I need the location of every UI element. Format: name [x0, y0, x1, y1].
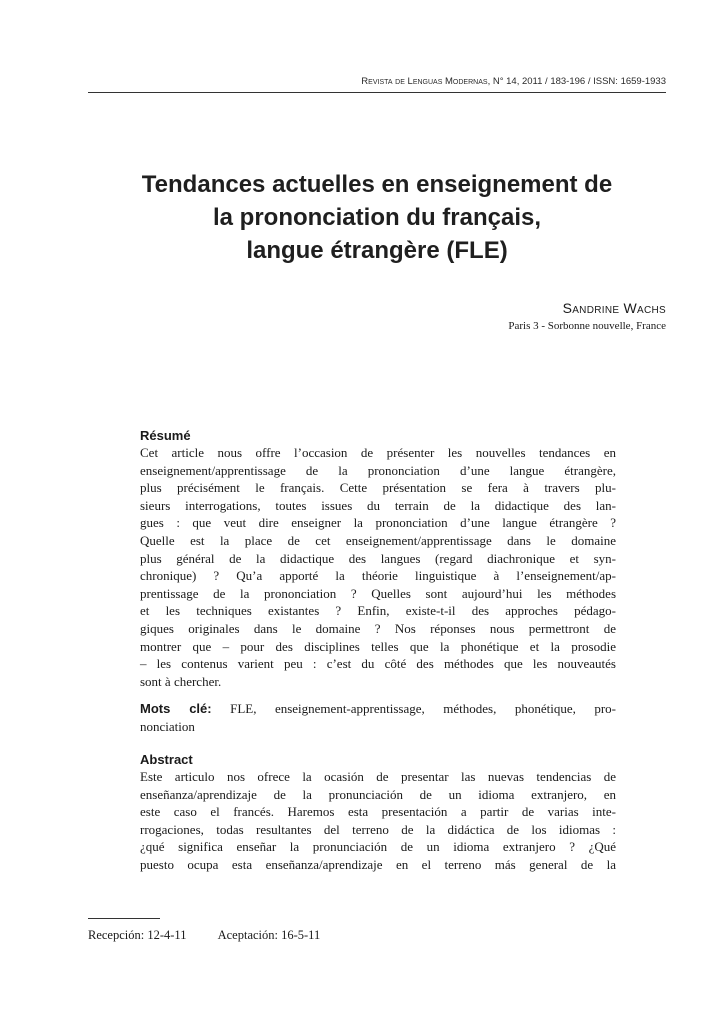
resume-line: sieurs interrogations, toutes issues du terrain de la didactique des lan-: [140, 497, 616, 513]
keywords-text: FLE, enseignement-apprentissage, méthodes, phonétique, pro-: [211, 701, 616, 716]
abstract-line: rrogaciones, todas resultantes del terreno de la didáctica de los idiomas :: [140, 821, 616, 837]
abstract-line: este caso el francés. Haremos esta presentación a partir de varias inte-: [140, 804, 616, 820]
footnote-rule: [88, 918, 160, 919]
title-line: la prononciation du français,: [212, 204, 542, 231]
keywords-label: Mots clé:: [140, 701, 212, 716]
abstract-line: Este articulo nos ofrece la ocasión de presentar las nuevas tendencias de: [140, 769, 616, 784]
keywords-line: nonciation: [140, 718, 195, 734]
resume-line: plus général de la didactique des langues (regard diachronique et syn-: [140, 550, 616, 566]
resume-line: sont à chercher.: [140, 673, 222, 689]
resume-line: enseignement/apprentissage de la prononciation d’une langue étrangère,: [140, 462, 616, 478]
journal-name: Revista de Lenguas Modernas: [361, 76, 488, 87]
keywords-section: [140, 700, 616, 735]
resume-line: Quelle est la place de cet enseignement/apprentissage dans le domaine: [140, 532, 616, 548]
abstract-line: ¿qué significa enseñar la pronunciación de un idioma extranjero ? ¿Qué: [140, 839, 616, 855]
header-rule: [88, 92, 666, 93]
resume-line: giques originales dans le domaine ? Nos réponses nous permettront de: [140, 620, 616, 636]
abstract-line: enseñanza/aprendizaje de la pronunciación de un idioma extranjero, en: [140, 786, 616, 802]
abstract-heading: Abstract: [140, 752, 193, 767]
resume-line: – les contenus varient peu : c’est du côté des méthodes que les nouveautés: [140, 656, 616, 672]
resume-section: [140, 427, 616, 690]
resume-line: prentissage de la prononciation ? Quelles sont aujourd’hui les méthodes: [140, 585, 616, 601]
title-line: Tendances actuelles en enseignement de: [141, 171, 613, 198]
resume-body: [140, 444, 616, 690]
resume-line: montrer que – pour des disciplines telles que la phonétique et la prosodie: [140, 638, 616, 654]
acceptance-date: Aceptación: 16-5-11: [217, 928, 321, 942]
resume-line: chronique) ? Qu’a apporté la théorie linguistique à l’enseignement/ap-: [140, 568, 616, 584]
footnote: [88, 928, 320, 943]
resume-line: gues : que veut dire enseigner la prononciation d’une langue étrangère ?: [140, 515, 616, 531]
title-line: langue étrangère (FLE): [246, 237, 508, 264]
running-header: [88, 76, 666, 87]
resume-heading: Résumé: [140, 428, 191, 443]
journal-details: , N° 14, 2011 / 183-196 / ISSN: 1659-1933: [487, 76, 666, 87]
resume-line: Cet article nous offre l’occasion de présenter les nouvelles tendances en: [140, 445, 616, 460]
keywords-line: [140, 700, 616, 718]
resume-line: et les techniques existantes ? Enfin, existe-t-il des approches pédago-: [140, 603, 616, 619]
author-name: Sandrine Wachs: [562, 300, 666, 316]
abstract-section: [140, 751, 616, 874]
resume-line: plus précisément le français. Cette présentation se fera à travers plu-: [140, 480, 616, 496]
article-title: [88, 168, 666, 267]
abstract-body: [140, 768, 616, 874]
abstract-line: puesto ocupa esta enseñanza/aprendizaje en el terreno más general de la: [140, 856, 616, 872]
author-affiliation: Paris 3 - Sorbonne nouvelle, France: [508, 320, 666, 332]
reception-date: Recepción: 12-4-11: [88, 928, 187, 942]
